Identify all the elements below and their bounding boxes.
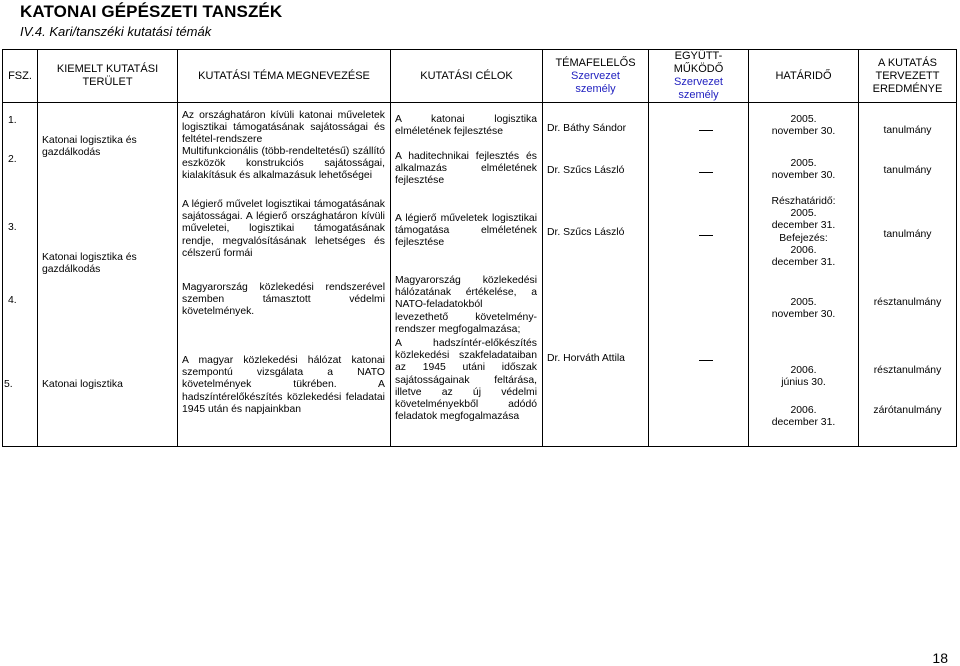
row-number: 2.: [8, 154, 17, 165]
result: résztanulmány: [873, 297, 942, 308]
page-title: KATONAI GÉPÉSZETI TANSZÉK: [20, 2, 283, 21]
col-header-fsz: FSZ.: [3, 50, 38, 103]
fsz-cell: [3, 103, 38, 447]
deadline-cell: [749, 103, 859, 447]
result: résztanulmány: [873, 365, 942, 376]
col-header-kiemelt: KIEMELT KUTATÁSI TERÜLET: [38, 50, 178, 103]
col-header-eredmeny: A KUTATÁS TERVEZETT EREDMÉNYE: [859, 50, 957, 103]
deadline: 2005. november 30.: [771, 297, 836, 321]
result: tanulmány: [883, 229, 932, 240]
research-topics-table: [2, 49, 957, 447]
col-header-celok: KUTATÁSI CÉLOK: [391, 50, 543, 103]
col-header-tema: KUTATÁSI TÉMA MEGNEVEZÉSE: [178, 50, 391, 103]
responsible-person: Dr. Szűcs László: [547, 227, 625, 238]
goal-cell: [391, 103, 543, 447]
topic-text: Az országhatáron kívüli katonai műveletek logisztikai támogatásának sajátosságai és feltétel-rendszere: [182, 110, 385, 146]
result: zárótanulmány: [873, 405, 942, 416]
goal-text: A hadszíntér-előkészítés közlekedési szakfeladataiban az 1945 utáni időszak sajátosságainak feltárása, illetve az új védelmi követelményekből adódó feladatok megfogalmazása: [395, 338, 537, 423]
row-number: 5.: [4, 379, 13, 390]
table-header-row: [3, 50, 957, 103]
result: tanulmány: [883, 125, 932, 136]
deadline: 2005. november 30.: [771, 158, 836, 182]
responsible-person: Dr. Báthy Sándor: [547, 123, 627, 134]
deadline: 2006. december 31.: [771, 405, 836, 429]
topic-text: Magyarország közlekedési rendszerével szemben támasztott védelmi követelmények.: [182, 282, 385, 318]
col-header-egyuttmukodo: EGYÜTT- MŰKÖDŐ Szervezet személy: [649, 50, 749, 103]
partner-cell: [649, 103, 749, 447]
goal-text: A katonai logisztika elméletének fejlesztése: [395, 114, 537, 138]
empty-dash: [699, 235, 713, 236]
goal-text: A légierő műveletek logisztikai támogatása elméletének fejlesztése: [395, 213, 537, 249]
topic-text: Multifunkcionális (több-rendeltetésű) szállító eszközök konstrukciós sajátosságai, kialakításuk és alkalmazásuk lehetőségei: [182, 146, 385, 182]
row-number: 4.: [8, 295, 17, 306]
goal-text: A haditechnikai fejlesztés és alkalmazás elméletének fejlesztése: [395, 151, 537, 187]
topic-text: A légierő művelet logisztikai támogatásának sajátosságai. A légierő országhatáron kívüli műveletei, logisztikai támogatásának rendje, megvalósításának lehetséges és célszerű formái: [182, 199, 385, 259]
result-cell: [859, 103, 957, 447]
deadline: 2006. június 30.: [781, 365, 826, 389]
goal-text: Magyarország közlekedési hálózatának értékelése, a NATO-feladatokból levezethető követelmény-rendszer megfogalmazása;: [395, 275, 537, 335]
deadline: Részhatáridő: 2005. december 31. Befejezés: 2006. december 31.: [771, 196, 836, 269]
responsible-person: Dr. Horváth Attila: [547, 353, 625, 364]
page-number: 18: [932, 650, 948, 666]
empty-dash: [699, 172, 713, 173]
area-cell: [38, 103, 178, 447]
row-number: 3.: [8, 222, 17, 233]
page-subtitle: IV.4. Kari/tanszéki kutatási témák: [20, 24, 212, 39]
empty-dash: [699, 130, 713, 131]
responsible-cell: [543, 103, 649, 447]
responsible-person: Dr. Szűcs László: [547, 165, 625, 176]
table-body-row: [3, 103, 957, 447]
result: tanulmány: [883, 165, 932, 176]
topic-cell: [178, 103, 391, 447]
area-text: Katonai logisztika és gazdálkodás: [42, 135, 137, 159]
area-text: Katonai logisztika: [42, 379, 123, 390]
area-text: Katonai logisztika és gazdálkodás: [42, 252, 137, 276]
topic-text: A magyar közlekedési hálózat katonai szempontú vizsgálata a NATO követelmények tükrében. A hadszíntérelőkészítés közlekedési feladatai 1945 után és napjainkban: [182, 355, 385, 415]
col-header-temafelelos: TÉMAFELELŐS Szervezet személy: [543, 50, 649, 103]
col-header-hatarido: HATÁRIDŐ: [749, 50, 859, 103]
deadline: 2005. november 30.: [771, 114, 836, 138]
row-number: 1.: [8, 115, 17, 126]
empty-dash: [699, 360, 713, 361]
